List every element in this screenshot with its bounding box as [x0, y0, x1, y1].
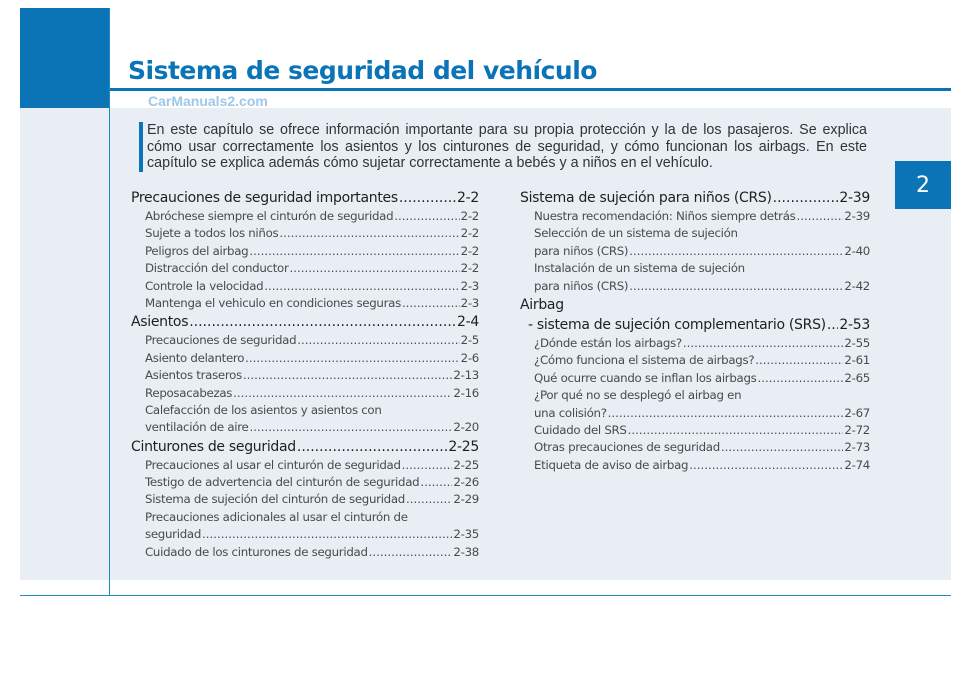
toc-item-first-line[interactable] [520, 387, 870, 404]
toc-item-label: Selección de un sistema de sujeción [534, 226, 738, 241]
toc-page-number: 2-39 [839, 190, 870, 206]
leader-dots [202, 526, 452, 543]
toc-page-number: 2-65 [844, 370, 870, 385]
leader-dots [406, 491, 452, 508]
leader-dots [755, 352, 843, 369]
leader-dots [249, 243, 459, 260]
toc-item[interactable] [131, 419, 479, 436]
toc-section-title: - sistema de sujeción complementario (SRS) [528, 316, 826, 333]
leader-dots [297, 332, 459, 349]
toc-page-number: 2-4 [457, 314, 479, 331]
toc-page-number: 2-25 [448, 438, 479, 455]
leader-dots [758, 370, 844, 387]
toc-page-number: 2-5 [460, 333, 479, 348]
toc-section-entry[interactable] [520, 315, 870, 335]
toc-item[interactable] [520, 439, 870, 456]
toc-item-label: para niños (CRS) [534, 243, 629, 258]
toc-item-label: ventilación de aire [145, 420, 249, 435]
toc-page-number: 2-72 [844, 422, 870, 437]
toc-item-label: Cuidado del SRS [534, 422, 627, 437]
leader-dots [394, 208, 459, 225]
leader-dots [264, 278, 459, 295]
toc-section-title: Precauciones de seguridad importantes [131, 190, 398, 206]
toc-section-title: Airbag [520, 296, 564, 313]
toc-item-label: Instalación de un sistema de sujeción [534, 261, 745, 276]
toc-item[interactable] [131, 225, 479, 242]
toc-item[interactable] [520, 422, 870, 439]
leader-dots [629, 278, 843, 295]
leader-dots [628, 422, 844, 439]
toc-item[interactable] [131, 491, 479, 508]
toc-item-label: Distracción del conductor [145, 261, 289, 276]
leader-dots [297, 437, 448, 457]
leader-dots [290, 260, 460, 277]
toc-section-title: Sistema de sujeción para niños (CRS) [520, 190, 772, 206]
toc-item-label: Cuidado de los cinturones de seguridad [145, 544, 368, 559]
toc-item-label: Sujete a todos los niños [145, 226, 279, 241]
chapter-tab[interactable]: 2 [895, 161, 951, 209]
toc-page-number: 2-2 [460, 261, 479, 276]
toc-item-label: Asientos traseros [145, 368, 242, 383]
toc-section-entry[interactable] [520, 188, 870, 208]
toc-item[interactable] [131, 278, 479, 295]
toc-item-label: Qué ocurre cuando se inflan los airbags [534, 370, 757, 385]
footer-rule [20, 595, 951, 596]
toc-item[interactable] [520, 457, 870, 474]
toc-item-label: Peligros del airbag [145, 243, 249, 258]
toc-item-first-line[interactable] [520, 225, 870, 242]
toc-item-label: Mantenga el vehiculo en condiciones seguras [145, 295, 401, 310]
toc-page-number: 2-38 [453, 544, 479, 559]
leader-dots [683, 335, 844, 352]
toc-right-column [520, 188, 870, 474]
toc-item[interactable] [131, 457, 479, 474]
toc-page-number: 2-13 [453, 368, 479, 383]
toc-page-number: 2-20 [453, 420, 479, 435]
toc-page-number: 2-74 [844, 457, 870, 472]
toc-item-label: ¿Cómo funciona el sistema de airbags? [534, 353, 755, 368]
toc-item-first-line[interactable] [131, 402, 479, 419]
toc-page-number: 2-2 [460, 209, 479, 223]
leader-dots [420, 474, 452, 491]
toc-item[interactable] [131, 474, 479, 491]
toc-item[interactable] [520, 208, 870, 225]
toc-item[interactable] [520, 335, 870, 352]
toc-page-number: 2-26 [453, 475, 479, 490]
toc-page-number: 2-2 [457, 190, 479, 206]
toc-item[interactable] [520, 405, 870, 422]
toc-item-label: para niños (CRS) [534, 278, 629, 293]
toc-item-label: Precauciones adicionales al usar el cinturón de [145, 509, 408, 524]
toc-item-label: Nuestra recomendación: Niños siempre detrás [534, 209, 796, 223]
toc-item-label: Asiento delantero [145, 350, 245, 365]
toc-section-title: Cinturones de seguridad [131, 438, 296, 455]
toc-page-number: 2-39 [844, 209, 870, 223]
leader-dots [773, 188, 839, 208]
leader-dots [721, 439, 843, 456]
leader-dots [402, 457, 453, 474]
toc-page-number: 2-35 [453, 527, 479, 542]
toc-item-label: Precauciones de seguridad [145, 333, 297, 348]
toc-item[interactable] [131, 385, 479, 402]
toc-page-number: 2-6 [460, 350, 479, 365]
toc-item[interactable] [131, 208, 479, 225]
title-underline [110, 88, 951, 91]
leader-dots [245, 350, 459, 367]
toc-item-label: ¿Dónde están los airbags? [534, 335, 682, 350]
leader-dots [279, 225, 459, 242]
toc-page-number: 2-3 [460, 295, 479, 310]
toc-item-label: Sistema de sujeción del cinturón de seguridad [145, 492, 405, 507]
toc-page-number: 2-2 [460, 226, 479, 241]
toc-item-label: Testigo de advertencia del cinturón de seguridad [145, 475, 420, 490]
toc-section-entry[interactable] [131, 188, 479, 208]
toc-page-number: 2-29 [453, 492, 479, 507]
toc-item-label: Calefacción de los asientos y asientos con [145, 402, 382, 417]
toc-page-number: 2-42 [844, 278, 870, 293]
toc-page-number: 2-40 [844, 243, 870, 258]
toc-item[interactable] [520, 278, 870, 295]
toc-section-title-first-line[interactable] [520, 295, 870, 315]
toc-page-number: 2-3 [460, 278, 479, 293]
toc-item[interactable] [131, 526, 479, 543]
toc-page-number: 2-73 [844, 440, 870, 455]
toc-item[interactable] [131, 243, 479, 260]
watermark-text: CarManuals2.com [148, 93, 268, 109]
leader-dots [827, 315, 839, 335]
toc-item[interactable] [131, 332, 479, 349]
intro-accent-bar [139, 122, 143, 172]
leader-dots [689, 457, 843, 474]
toc-item-label: Etiqueta de aviso de airbag [534, 457, 689, 472]
toc-item-label: una colisión? [534, 405, 607, 420]
leader-dots [369, 544, 453, 561]
toc-section-entry[interactable] [131, 312, 479, 332]
leader-dots [189, 312, 456, 332]
margin-rule [109, 8, 110, 596]
toc-item-label: Controle la velocidad [145, 278, 264, 293]
toc-item-label: Abróchese siempre el cinturón de seguridad [145, 209, 394, 223]
toc-left-column [131, 188, 479, 561]
toc-item-first-line[interactable] [520, 260, 870, 277]
toc-page-number: 2-16 [453, 385, 479, 400]
toc-item-label: Otras precauciones de seguridad [534, 440, 720, 455]
toc-item-label: Reposacabezas [145, 385, 233, 400]
toc-item[interactable] [131, 350, 479, 367]
toc-page-number: 2-2 [460, 243, 479, 258]
leader-dots [243, 367, 452, 384]
leader-dots [233, 385, 452, 402]
leader-dots [797, 208, 844, 225]
toc-page-number: 2-55 [844, 335, 870, 350]
toc-section-title: Asientos [131, 314, 189, 331]
leader-dots [629, 243, 843, 260]
toc-item[interactable] [520, 243, 870, 260]
chapter-intro: En este capítulo se ofrece información importante para su propia protección y la de los pasajeros. Se explica cómo usar correctamente los asientos y los cinturones de seguridad, y cómo funcionan los airbags. En este capítulo se explica además cómo sujetar correctamente a bebés y a niños en el vehículo. [147, 122, 867, 171]
page-title: Sistema de seguridad del vehículo [128, 56, 597, 85]
leader-dots [399, 188, 456, 208]
toc-item-label: seguridad [145, 527, 202, 542]
header-color-block [20, 8, 109, 108]
leader-dots [402, 295, 460, 312]
toc-item[interactable] [520, 370, 870, 387]
toc-item[interactable] [131, 295, 479, 312]
toc-page-number: 2-61 [844, 353, 870, 368]
toc-page-number: 2-25 [453, 457, 479, 472]
toc-item-label: ¿Por qué no se desplegó el airbag en [534, 388, 742, 403]
toc-item[interactable] [131, 260, 479, 277]
toc-item-first-line[interactable] [131, 509, 479, 526]
toc-page-number: 2-53 [839, 316, 870, 333]
toc-item-label: Precauciones al usar el cinturón de seguridad [145, 457, 401, 472]
toc-item[interactable] [131, 544, 479, 561]
toc-section-entry[interactable] [131, 437, 479, 457]
toc-item[interactable] [131, 367, 479, 384]
leader-dots [250, 419, 453, 436]
leader-dots [608, 405, 844, 422]
toc-item[interactable] [520, 352, 870, 369]
toc-page-number: 2-67 [844, 405, 870, 420]
